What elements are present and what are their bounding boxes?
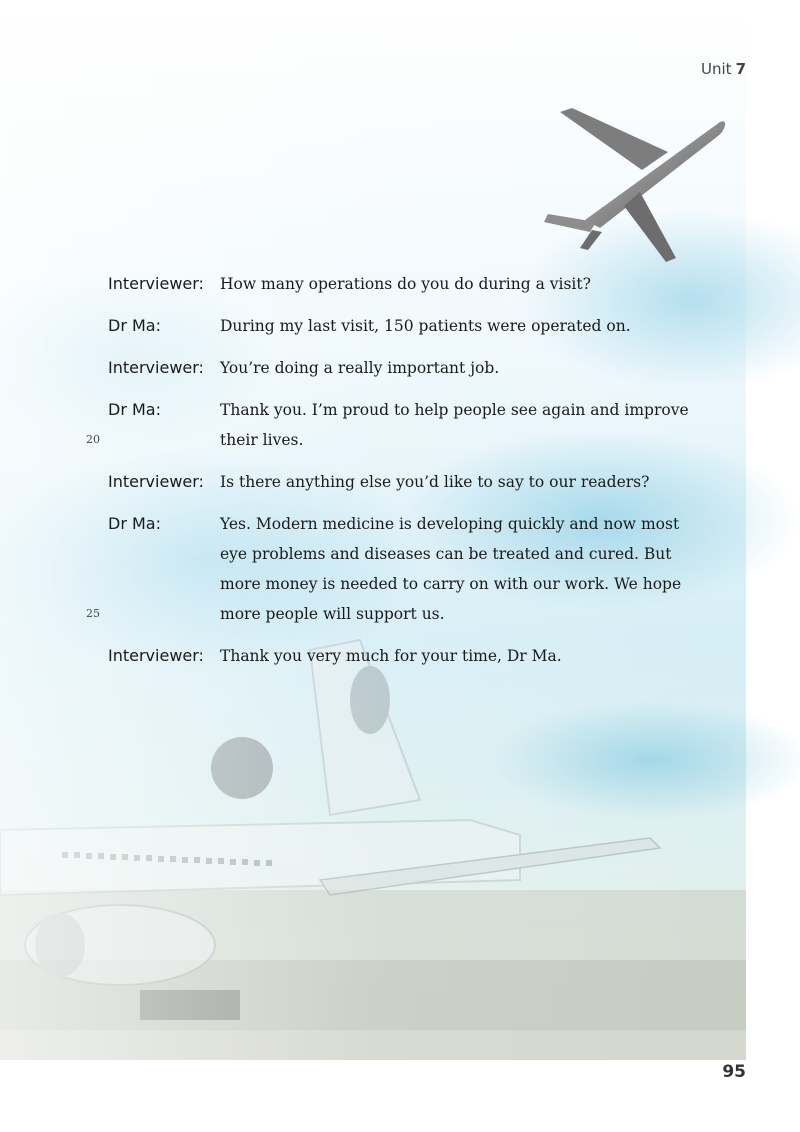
speaker-label: Dr Ma: <box>108 316 161 335</box>
speaker-label: Interviewer: <box>108 646 204 665</box>
speaker-label: Dr Ma: <box>108 400 161 419</box>
speaker-label: Interviewer: <box>108 274 204 293</box>
speech-text: Is there anything else you’d like to say to our readers? <box>220 473 650 491</box>
speaker-label: Interviewer: <box>108 358 204 377</box>
speaker-label: Dr Ma: <box>108 514 161 533</box>
speaker-label: Interviewer: <box>108 472 204 491</box>
line-number: 25 <box>86 607 100 620</box>
speech-text: You’re doing a really important job. <box>220 359 500 377</box>
speech-text: Thank you very much for your time, Dr Ma. <box>220 647 562 665</box>
page-number: 95 <box>722 1062 746 1082</box>
speech-text: Thank you. I’m proud to help people see again and improve their lives. <box>220 401 689 449</box>
unit-number: 7 <box>735 60 746 78</box>
unit-label: Unit <box>701 60 732 78</box>
speech-text: During my last visit, 150 patients were operated on. <box>220 317 631 335</box>
line-number: 20 <box>86 433 100 446</box>
speech-text: Yes. Modern medicine is developing quickly and now most eye problems and diseases can be treated and cured. But more money is needed to carry on with our work. We hope more people will support us. <box>220 515 682 623</box>
speech-text: How many operations do you do during a visit? <box>220 275 591 293</box>
